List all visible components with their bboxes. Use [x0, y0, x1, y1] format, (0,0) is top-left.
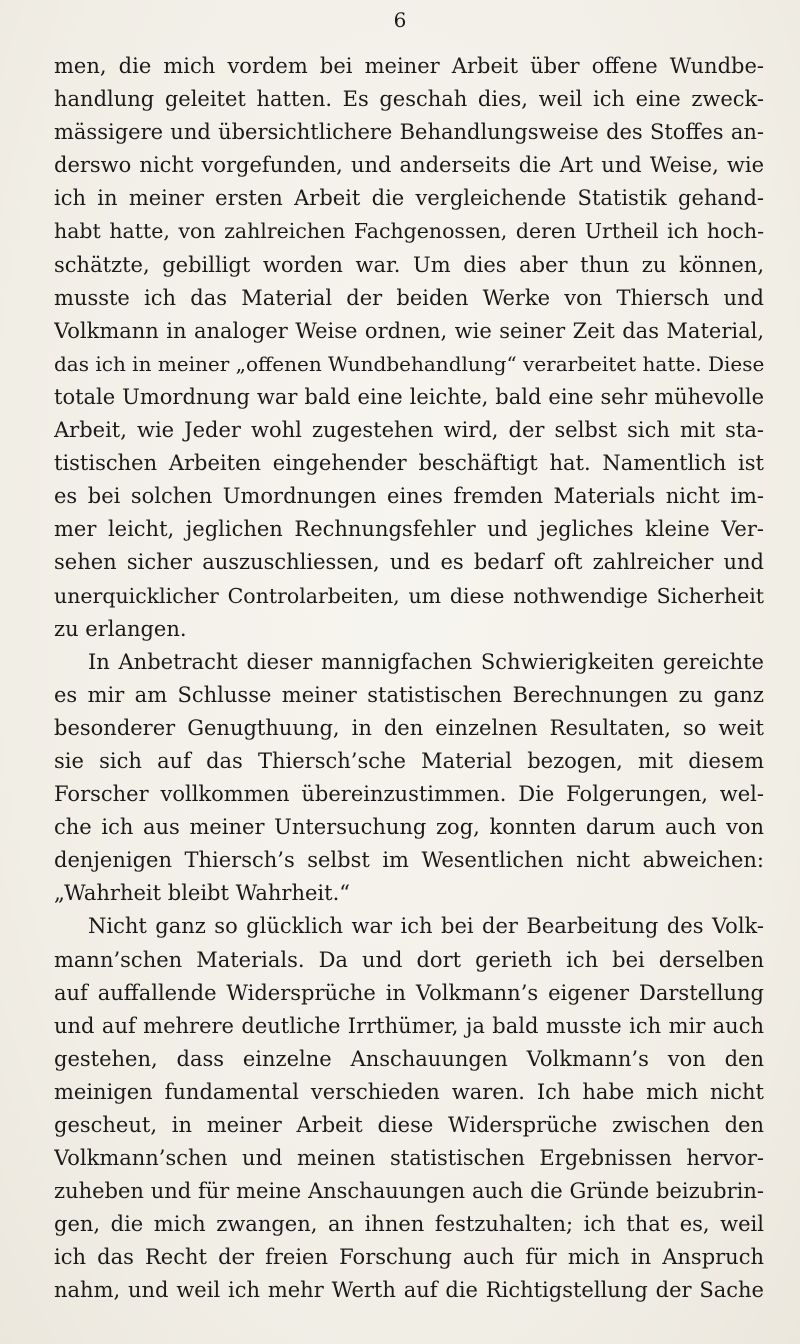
text-line: che ich aus meiner Untersuchung zog, konnten darum auch von — [54, 815, 764, 840]
text-line: das ich in meiner „offenen Wundbehandlung“ verarbeitet hatte. Diese — [54, 351, 764, 376]
text-line: gescheut, in meiner Arbeit diese Widersprüche zwischen den — [54, 1113, 764, 1137]
text-line: schätzte, gebilligt worden war. Um dies aber thun zu können, — [54, 252, 764, 277]
text-line: „Wahrheit bleibt Wahrheit.“ — [54, 881, 350, 906]
text-line: und auf mehrere deutliche Irrthümer, ja bald musste ich mir auch — [54, 1013, 764, 1038]
text-line: habt hatte, von zahlreichen Fachgenossen, deren Urtheil ich hoch- — [54, 219, 764, 244]
text-line: besonderer Genugthuung, in den einzelnen Resultaten, so weit — [54, 715, 764, 740]
text-line: tistischen Arbeiten eingehender beschäftigt hat. Namentlich ist — [54, 451, 764, 476]
text-line: derswo nicht vorgefunden, und anderseits die Art und Weise, wie — [54, 153, 764, 178]
text-line: gestehen, dass einzelne Anschauungen Volkmann’s von den — [54, 1046, 764, 1071]
text-line: mässigere und übersichtlichere Behandlungsweise des Stoffes an- — [54, 120, 764, 145]
text-line: Volkmann’schen und meinen statistischen Ergebnissen hervor- — [54, 1146, 764, 1171]
text-line: auf auffallende Widersprüche in Volkmann’s eigener Darstellung — [54, 980, 764, 1005]
text-line: musste ich das Material der beiden Werke von Thiersch und — [54, 285, 764, 310]
text-line: ich in meiner ersten Arbeit die vergleichende Statistik gehand- — [54, 186, 764, 211]
text-line: sie sich auf das Thiersch’sche Material bezogen, mit diesem — [54, 748, 764, 773]
text-line: meinigen fundamental verschieden waren. Ich habe mich nicht — [54, 1079, 764, 1104]
text-line: es bei solchen Umordnungen eines fremden Materials nicht im- — [54, 484, 764, 509]
text-line: sehen sicher auszuschliessen, und es bedarf oft zahlreicher und — [54, 550, 764, 575]
text-line: Arbeit, wie Jeder wohl zugestehen wird, der selbst sich mit sta- — [54, 418, 764, 443]
page-number: 6 — [393, 8, 407, 32]
text-line: In Anbetracht dieser mannigfachen Schwierigkeiten gereichte — [88, 649, 764, 674]
text-line: Volkmann in analoger Weise ordnen, wie seiner Zeit das Material, — [54, 318, 764, 343]
text-line: unerquicklicher Controlarbeiten, um diese nothwendige Sicherheit — [54, 583, 764, 608]
text-line: gen, die mich zwangen, an ihnen festzuhalten; ich that es, weil — [54, 1212, 764, 1237]
text-line: Nicht ganz so glücklich war ich bei der Bearbeitung des Volk- — [88, 914, 764, 939]
text-line: nahm, und weil ich mehr Werth auf die Richtigstellung der Sache — [54, 1278, 764, 1303]
text-line: men, die mich vordem bei meiner Arbeit über offene Wundbe- — [54, 54, 764, 78]
text-line: totale Umordnung war bald eine leichte, bald eine sehr mühevolle — [54, 384, 764, 409]
text-line: denjenigen Thiersch’s selbst im Wesentlichen nicht abweichen: — [54, 848, 764, 873]
body-text — [54, 50, 764, 1308]
text-line: es mir am Schlusse meiner statistischen Berechnungen zu ganz — [54, 682, 764, 707]
text-line: zuheben und für meine Anschauungen auch die Gründe beizubrin- — [54, 1179, 764, 1204]
text-line: mer leicht, jeglichen Rechnungsfehler und jegliches kleine Ver- — [54, 517, 764, 542]
text-line: zu erlangen. — [54, 616, 187, 641]
text-line: ich das Recht der freien Forschung auch für mich in Anspruch — [54, 1245, 764, 1270]
text-line: handlung geleitet hatten. Es geschah dies, weil ich eine zweck- — [54, 87, 764, 112]
text-line: mann’schen Materials. Da und dort gerieth ich bei derselben — [54, 947, 764, 972]
text-line: Forscher vollkommen übereinzustimmen. Die Folgerungen, wel- — [54, 782, 764, 807]
